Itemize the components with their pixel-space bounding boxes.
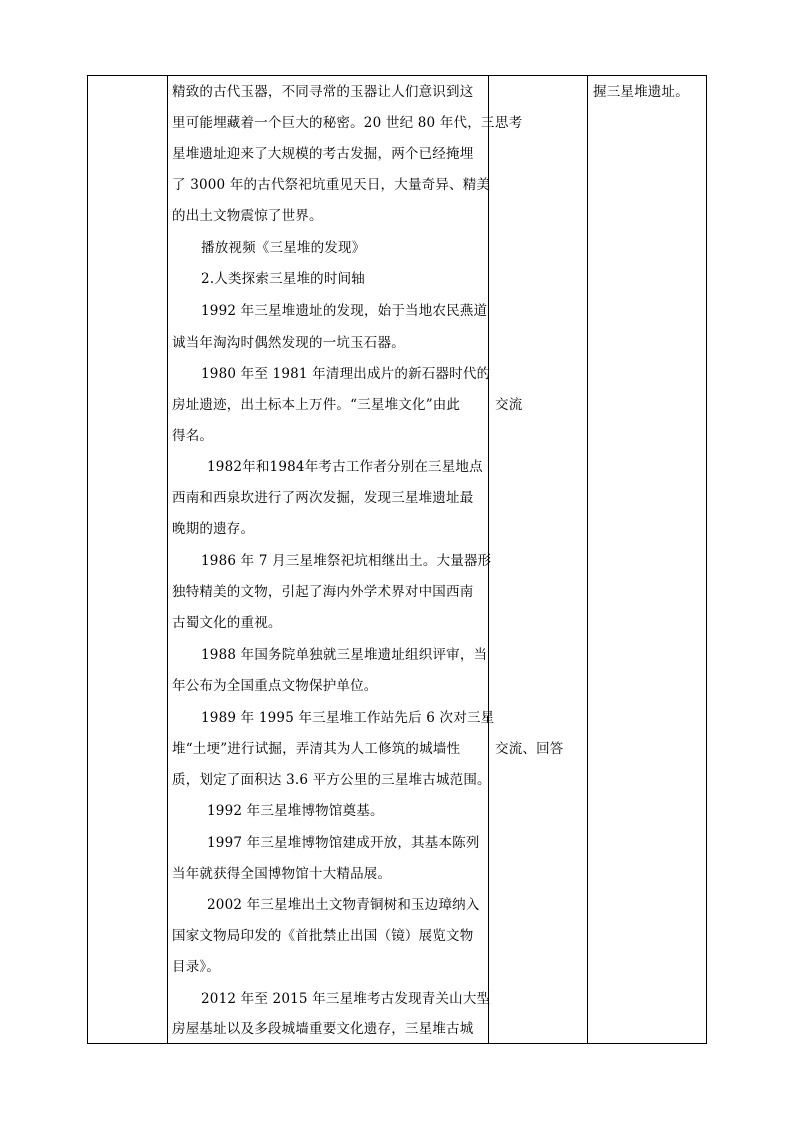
column-divider-3 (587, 75, 588, 1044)
text-line: 1988 年国务院单独就三星堆遗址组织评审，当 (201, 647, 488, 663)
text-line: 1992 年三星堆遗址的发现，始于当地农民燕道 (201, 303, 488, 319)
text-line: 质，划定了面积达 3.6 平方公里的三星堆古城范围。 (172, 772, 491, 788)
table-border-right (706, 75, 707, 1044)
activity-label: 思考 (495, 115, 523, 131)
text-line: 目录》。 (172, 959, 221, 975)
text-line: 房屋基址以及多段城墙重要文化遗存，三星堆古城 (172, 1021, 474, 1037)
text-line: 1997 年三星堆博物馆建成开放，其基本陈列 (207, 835, 480, 851)
text-line: 1986 年 7 月三星堆祭祀坑相继出土。大量器形 (201, 553, 492, 569)
text-line: 2.人类探索三星堆的时间轴 (201, 271, 365, 287)
text-line: 房址遗迹，出土标本上万件。“三星堆文化”由此 (172, 397, 461, 413)
text-line: 2012 年至 2015 年三星堆考古发现青关山大型 (201, 991, 491, 1007)
text-line: 精致的古代玉器，不同寻常的玉器让人们意识到这 (172, 84, 474, 100)
text-line: 晚期的遗存。 (172, 521, 255, 537)
table-border-bottom (87, 1043, 707, 1044)
text-line: 1989 年 1995 年三星堆工作站先后 6 次对三星 (201, 710, 495, 726)
text-line: 得名。 (172, 428, 214, 444)
text-line: 播放视频《三星堆的发现》 (201, 240, 366, 256)
column-divider-1 (167, 75, 168, 1044)
goal-text: 握三星堆遗址。 (593, 84, 689, 100)
text-line: 了 3000 年的古代祭祀坑重见天日，大量奇异、精美 (172, 177, 491, 193)
text-line: 独特精美的文物，引起了海内外学术界对中国西南 (172, 584, 474, 600)
activity-label: 交流、回答 (495, 741, 564, 757)
text-line: 西南和西泉坎进行了两次发掘，发现三星堆遗址最 (172, 490, 474, 506)
table-border-left (87, 75, 88, 1044)
text-line: 古蜀文化的重视。 (172, 615, 282, 631)
text-line: 1980 年至 1981 年清理出成片的新石器时代的 (201, 366, 491, 382)
text-line: 的出土文物震惊了世界。 (172, 208, 323, 224)
text-line: 国家文物局印发的《首批禁止出国（镜）展览文物 (172, 928, 474, 944)
text-line: 里可能埋藏着一个巨大的秘密。20 世纪 80 年代，三 (172, 115, 495, 131)
text-line: 当年就获得全国博物馆十大精品展。 (172, 866, 392, 882)
text-line: 1992 年三星堆博物馆奠基。 (207, 803, 384, 819)
text-line: 诚当年淘沟时偶然发现的一坑玉石器。 (172, 335, 405, 351)
activity-label: 交流 (495, 397, 523, 413)
text-line: 2002 年三星堆出土文物青铜树和玉边璋纳入 (207, 897, 480, 913)
text-line: 星堆遗址迎来了大规模的考古发掘，两个已经掩埋 (172, 146, 474, 162)
text-line: 1982年和1984年考古工作者分别在三星地点 (207, 459, 483, 475)
text-line: 堆“土埂”进行试掘，弄清其为人工修筑的城墙性 (172, 741, 461, 757)
text-line: 年公布为全国重点文物保护单位。 (172, 678, 378, 694)
table-border-top (87, 75, 707, 76)
